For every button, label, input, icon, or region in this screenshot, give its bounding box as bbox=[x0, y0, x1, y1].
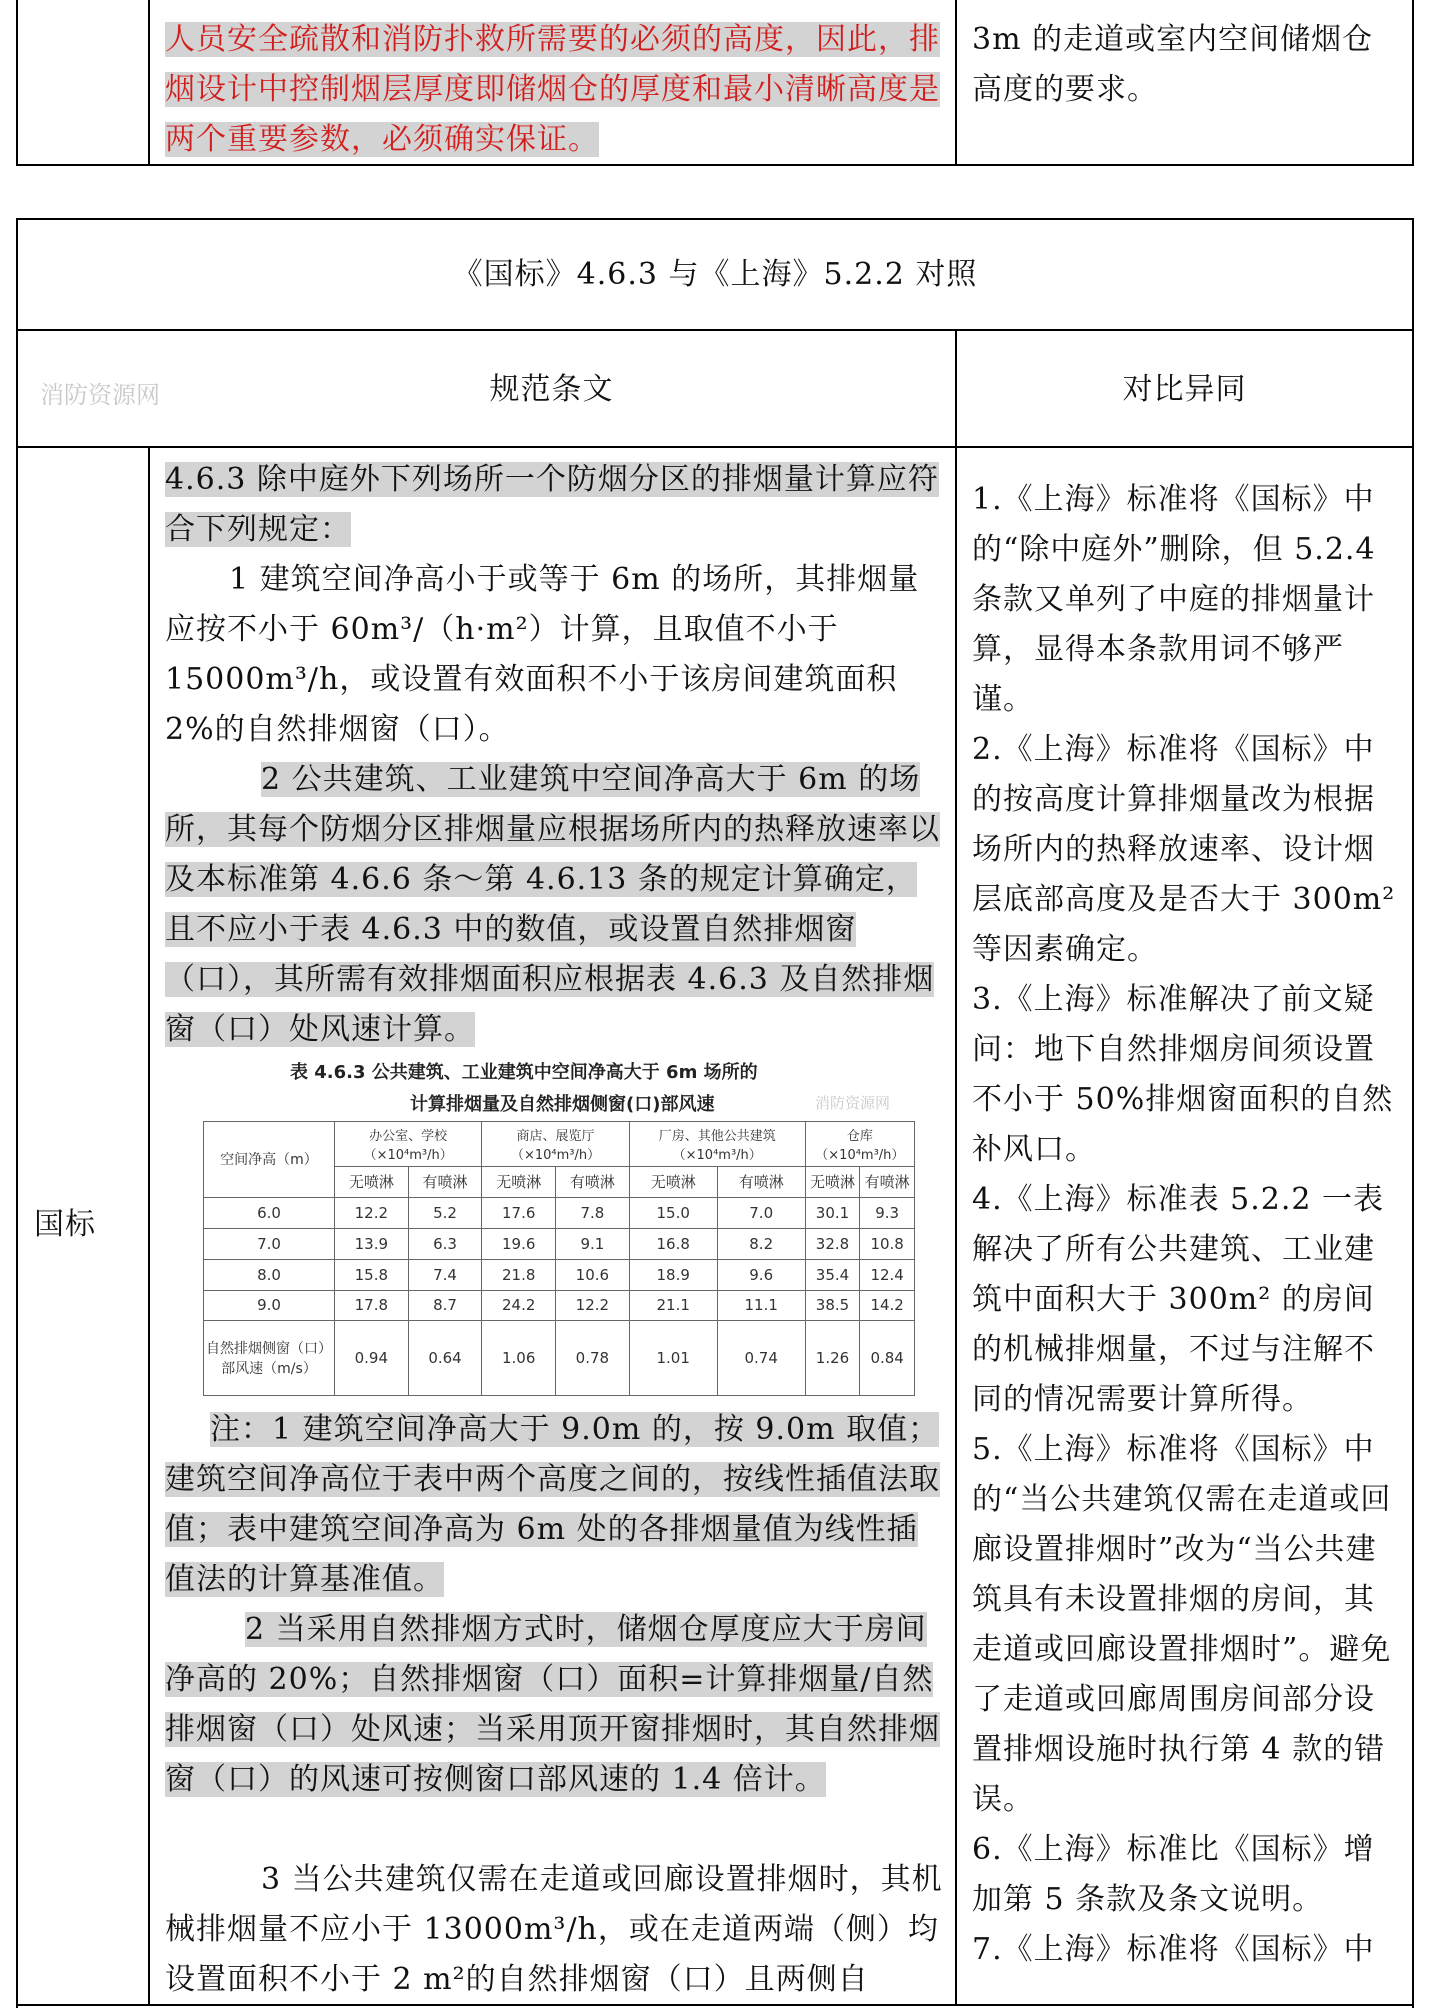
table-cell: 0.64 bbox=[408, 1321, 482, 1396]
table-cell: 7.4 bbox=[408, 1259, 482, 1290]
table-cell: 21.8 bbox=[482, 1259, 556, 1290]
table-cell: 17.6 bbox=[482, 1197, 556, 1228]
table-cell: 8.0 bbox=[204, 1259, 335, 1290]
embedded-smoke-table bbox=[203, 1121, 915, 1396]
header-col-divider bbox=[955, 329, 957, 2006]
spec-p4: 3 当公共建筑仅需在走道或回廊设置排烟时，其机械排烟量不应小于 13000m³/h，或在走道两端（侧）均设置面积不小于 2 m²的自然排烟窗（口）且两侧自 bbox=[165, 1862, 943, 1997]
top-divider-1 bbox=[148, 0, 150, 166]
table-cell: 12.2 bbox=[556, 1290, 630, 1321]
table-cell: 30.1 bbox=[805, 1197, 860, 1228]
embedded-caption-1: 表 4.6.3 公共建筑、工业建筑中空间净高大于 6m 场所的 bbox=[290, 1062, 758, 1083]
table-cell: 18.9 bbox=[629, 1259, 717, 1290]
table-cell: 10.6 bbox=[556, 1259, 630, 1290]
spec-p3: 2 公共建筑、工业建筑中空间净高大于 6m 的场所，其每个防烟分区排烟量应根据场所内的热释放速率以及本标准第 4.6.6 条～第 4.6.13 条的规定计算确定，且不应小于表 4.6.3 中的数值，或设置自然排烟窗（口），其所需有效排烟面积应根据表 4.6.3 及自然排烟窗（口）处风速计算。 bbox=[165, 762, 940, 1047]
table-cell: 1.06 bbox=[482, 1321, 556, 1396]
table-row bbox=[204, 1259, 915, 1290]
diff-item: 7.《上海》标准将《国标》中 bbox=[972, 1932, 1375, 1967]
top-middle-text: 人员安全疏散和消防扑救所需要的必须的高度，因此，排烟设计中控制烟层厚度即储烟仓的厚度和最小清晰高度是两个重要参数，必须确实保证。 bbox=[165, 22, 940, 157]
watermark: 消防资源网 bbox=[40, 381, 160, 409]
table-cell: 38.5 bbox=[805, 1290, 860, 1321]
sub-header: 无喷淋 bbox=[482, 1166, 556, 1197]
diff-item: 6.《上海》标准比《国标》增加第 5 条款及条文说明。 bbox=[972, 1832, 1375, 1917]
table-cell: 7.0 bbox=[204, 1228, 335, 1259]
table-cell: 0.74 bbox=[717, 1321, 805, 1396]
diff-item: 1.《上海》标准将《国标》中的“除中庭外”删除，但 5.2.4 条款又单列了中庭的排烟量计算，显得本条款用词不够严谨。 bbox=[972, 482, 1376, 717]
sub-header: 无喷淋 bbox=[805, 1166, 860, 1197]
top-right-text: 3m 的走道或室内空间储烟仓高度的要求。 bbox=[972, 22, 1374, 107]
table-cell: 6.3 bbox=[408, 1228, 482, 1259]
spec-note1: 注：1 建筑空间净高大于 9.0m 的，按 9.0m 取值；建筑空间净高位于表中两个高度之间的，按线性插值法取值；表中建筑空间净高为 6m 处的各排烟量值为线性插值法的计算基准值。 bbox=[165, 1412, 940, 1597]
table-cell: 11.1 bbox=[717, 1290, 805, 1321]
title-divider bbox=[16, 329, 1414, 331]
table-cell: 24.2 bbox=[482, 1290, 556, 1321]
group-header: 厂房、其他公共建筑（×10⁴m³/h） bbox=[629, 1122, 805, 1167]
sub-header: 有喷淋 bbox=[860, 1166, 915, 1197]
top-divider-2 bbox=[955, 0, 957, 166]
diff-item: 3.《上海》标准解决了前文疑问：地下自然排烟房间须设置不小于 50%排烟窗面积的自然补风口。 bbox=[972, 982, 1394, 1167]
table-cell: 10.8 bbox=[860, 1228, 915, 1259]
sub-header: 无喷淋 bbox=[335, 1166, 409, 1197]
table-cell: 6.0 bbox=[204, 1197, 335, 1228]
header-divider bbox=[16, 446, 1414, 448]
group-header: 仓库（×10⁴m³/h） bbox=[805, 1122, 914, 1167]
table-row bbox=[204, 1290, 915, 1321]
sub-header: 无喷淋 bbox=[629, 1166, 717, 1197]
table-cell: 32.8 bbox=[805, 1228, 860, 1259]
group-header: 办公室、学校（×10⁴m³/h） bbox=[335, 1122, 482, 1167]
table-cell: 15.8 bbox=[335, 1259, 409, 1290]
table-cell: 12.4 bbox=[860, 1259, 915, 1290]
diff-item: 4.《上海》标准表 5.2.2 一表解决了所有公共建筑、工业建筑中面积大于 300m² 的房间的机械排烟量，不过与注解不同的情况需要计算所得。 bbox=[972, 1182, 1385, 1417]
header-diff: 对比异同 bbox=[1122, 372, 1247, 407]
table-cell: 15.0 bbox=[629, 1197, 717, 1228]
diff-list bbox=[972, 475, 1402, 1975]
table-cell: 17.8 bbox=[335, 1290, 409, 1321]
table-cell: 13.9 bbox=[335, 1228, 409, 1259]
wind-label: 自然排烟侧窗（口）部风速（m/s） bbox=[204, 1321, 335, 1396]
header-spec: 规范条文 bbox=[489, 372, 614, 407]
sub-header: 有喷淋 bbox=[717, 1166, 805, 1197]
table-cell: 21.1 bbox=[629, 1290, 717, 1321]
spec-note2: 2 当采用自然排烟方式时，储烟仓厚度应大于房间净高的 20%；自然排烟窗（口）面积=计算排烟量/自然排烟窗（口）处风速；当采用顶开窗排烟时，其自然排烟窗（口）的风速可按侧窗口部风速的 1.4 倍计。 bbox=[165, 1612, 940, 1797]
table-title: 《国标》4.6.3 与《上海》5.2.2 对照 bbox=[452, 257, 978, 292]
spec-p1: 4.6.3 除中庭外下列场所一个防烟分区的排烟量计算应符合下列规定： bbox=[165, 462, 939, 547]
sub-header: 有喷淋 bbox=[408, 1166, 482, 1197]
group-header: 商店、展览厅（×10⁴m³/h） bbox=[482, 1122, 629, 1167]
row-label: 国标 bbox=[34, 1207, 96, 1242]
table-cell: 9.3 bbox=[860, 1197, 915, 1228]
table-cell: 7.0 bbox=[717, 1197, 805, 1228]
col-height-header: 空间净高（m） bbox=[204, 1122, 335, 1198]
table-cell: 5.2 bbox=[408, 1197, 482, 1228]
label-col-divider bbox=[148, 446, 150, 2006]
table-cell: 8.7 bbox=[408, 1290, 482, 1321]
table-cell: 16.8 bbox=[629, 1228, 717, 1259]
table-cell: 9.0 bbox=[204, 1290, 335, 1321]
table-cell: 35.4 bbox=[805, 1259, 860, 1290]
table-cell: 0.78 bbox=[556, 1321, 630, 1396]
table-cell: 9.1 bbox=[556, 1228, 630, 1259]
embedded-watermark: 消防资源网 bbox=[815, 1094, 891, 1112]
table-cell: 9.6 bbox=[717, 1259, 805, 1290]
table-cell: 14.2 bbox=[860, 1290, 915, 1321]
table-cell: 0.84 bbox=[860, 1321, 915, 1396]
table-cell: 0.94 bbox=[335, 1321, 409, 1396]
table-cell: 1.01 bbox=[629, 1321, 717, 1396]
sub-header: 有喷淋 bbox=[556, 1166, 630, 1197]
diff-item: 5.《上海》标准将《国标》中的“当公共建筑仅需在走道或回廊设置排烟时”改为“当公共建筑具有未设置排烟的房间，其走道或回廊设置排烟时”。避免了走道或回廊周围房间部分设置排烟设施时执行第 4 款的错误。 bbox=[972, 1432, 1392, 1817]
spec-p2: 1 建筑空间净高小于或等于 6m 的场所，其排烟量应按不小于 60m³/（h·m²）计算，且取值不小于 15000m³/h，或设置有效面积不小于该房间建筑面积 2%的自然排烟窗（口）。 bbox=[165, 562, 920, 747]
table-cell: 12.2 bbox=[335, 1197, 409, 1228]
table-cell: 7.8 bbox=[556, 1197, 630, 1228]
table-cell: 1.26 bbox=[805, 1321, 860, 1396]
diff-item: 2.《上海》标准将《国标》中的按高度计算排烟量改为根据场所内的热释放速率、设计烟层底部高度及是否大于 300m²等因素确定。 bbox=[972, 732, 1396, 967]
table-cell: 19.6 bbox=[482, 1228, 556, 1259]
embedded-caption-2: 计算排烟量及自然排烟侧窗(口)部风速 bbox=[410, 1094, 715, 1115]
table-row bbox=[204, 1228, 915, 1259]
table-row bbox=[204, 1197, 915, 1228]
table-cell: 8.2 bbox=[717, 1228, 805, 1259]
table-row bbox=[204, 1321, 915, 1396]
